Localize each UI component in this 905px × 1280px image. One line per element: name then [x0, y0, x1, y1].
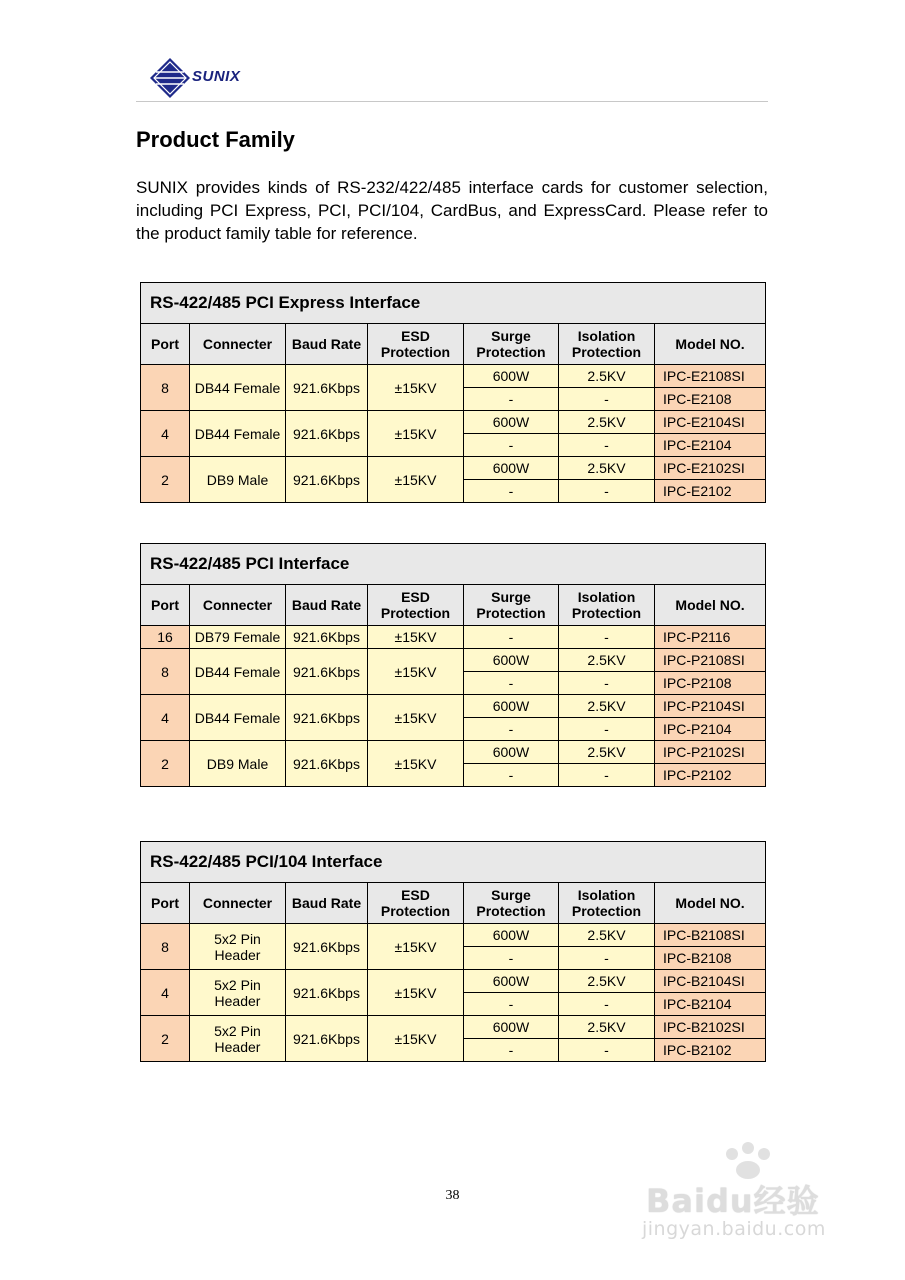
cell-isolation: - — [559, 434, 655, 457]
cell-surge: 600W — [464, 457, 559, 480]
cell-port: 4 — [141, 695, 190, 741]
cell-model: IPC-E2102SI — [655, 457, 766, 480]
cell-isolation: 2.5KV — [559, 924, 655, 947]
cell-surge: - — [464, 993, 559, 1016]
baidu-watermark — [640, 1140, 860, 1250]
column-header-surge: Surge Protection — [464, 883, 559, 924]
column-header-esd: ESD Protection — [368, 883, 464, 924]
cell-baud: 921.6Kbps — [286, 924, 368, 970]
column-header-baud: Baud Rate — [286, 585, 368, 626]
column-header-esd: ESD Protection — [368, 585, 464, 626]
table-title: RS-422/485 PCI Interface — [141, 544, 766, 585]
cell-surge: - — [464, 718, 559, 741]
table-row — [141, 365, 766, 388]
cell-port: 16 — [141, 626, 190, 649]
cell-model: IPC-B2104 — [655, 993, 766, 1016]
cell-baud: 921.6Kbps — [286, 649, 368, 695]
cell-port: 2 — [141, 741, 190, 787]
cell-surge: - — [464, 947, 559, 970]
table-row — [141, 1016, 766, 1039]
cell-esd: ±15KV — [368, 649, 464, 695]
cell-isolation: - — [559, 947, 655, 970]
spec-table — [140, 841, 766, 1062]
cell-isolation: 2.5KV — [559, 970, 655, 993]
cell-port: 2 — [141, 1016, 190, 1062]
cell-baud: 921.6Kbps — [286, 457, 368, 503]
column-header-baud: Baud Rate — [286, 883, 368, 924]
spec-table — [140, 282, 766, 503]
cell-baud: 921.6Kbps — [286, 741, 368, 787]
sunix-logo-icon — [148, 56, 192, 100]
cell-connector: DB9 Male — [190, 457, 286, 503]
cell-port: 8 — [141, 649, 190, 695]
cell-isolation: 2.5KV — [559, 457, 655, 480]
cell-surge: - — [464, 764, 559, 787]
cell-surge: 600W — [464, 695, 559, 718]
cell-esd: ±15KV — [368, 1016, 464, 1062]
cell-model: IPC-P2104SI — [655, 695, 766, 718]
cell-esd: ±15KV — [368, 411, 464, 457]
cell-isolation: 2.5KV — [559, 1016, 655, 1039]
table-row — [141, 411, 766, 434]
cell-surge: - — [464, 434, 559, 457]
column-header-isolation: Isolation Protection — [559, 585, 655, 626]
cell-model: IPC-P2108SI — [655, 649, 766, 672]
column-header-port: Port — [141, 883, 190, 924]
cell-isolation: - — [559, 993, 655, 1016]
cell-model: IPC-E2108SI — [655, 365, 766, 388]
column-header-surge: Surge Protection — [464, 585, 559, 626]
cell-isolation: 2.5KV — [559, 365, 655, 388]
column-header-connector: Connecter — [190, 324, 286, 365]
cell-surge: - — [464, 672, 559, 695]
cell-esd: ±15KV — [368, 365, 464, 411]
table-title: RS-422/485 PCI Express Interface — [141, 283, 766, 324]
logo-text: SUNIX — [192, 68, 241, 85]
cell-model: IPC-B2108SI — [655, 924, 766, 947]
table-row — [141, 741, 766, 764]
cell-model: IPC-B2102 — [655, 1039, 766, 1062]
cell-surge: 600W — [464, 970, 559, 993]
column-header-port: Port — [141, 585, 190, 626]
cell-connector: DB79 Female — [190, 626, 286, 649]
cell-surge: 600W — [464, 365, 559, 388]
page-number: 38 — [445, 1188, 460, 1203]
cell-connector: DB44 Female — [190, 695, 286, 741]
column-header-baud: Baud Rate — [286, 324, 368, 365]
column-header-surge: Surge Protection — [464, 324, 559, 365]
cell-baud: 921.6Kbps — [286, 695, 368, 741]
cell-connector: DB44 Female — [190, 411, 286, 457]
header-divider — [136, 101, 768, 102]
cell-surge: 600W — [464, 411, 559, 434]
cell-model: IPC-P2102SI — [655, 741, 766, 764]
cell-surge: 600W — [464, 741, 559, 764]
cell-esd: ±15KV — [368, 741, 464, 787]
column-header-isolation: Isolation Protection — [559, 324, 655, 365]
cell-isolation: - — [559, 388, 655, 411]
cell-model: IPC-P2108 — [655, 672, 766, 695]
cell-isolation: 2.5KV — [559, 695, 655, 718]
column-header-esd: ESD Protection — [368, 324, 464, 365]
cell-model: IPC-P2116 — [655, 626, 766, 649]
cell-esd: ±15KV — [368, 970, 464, 1016]
cell-surge: 600W — [464, 649, 559, 672]
cell-isolation: 2.5KV — [559, 741, 655, 764]
intro-paragraph: SUNIX provides kinds of RS-232/422/485 interface cards for customer selection, including PCI Express, PCI, PCI/104, CardBus, and ExpressCard. Please refer to the product family table for reference. — [136, 178, 768, 243]
cell-isolation: - — [559, 626, 655, 649]
cell-port: 2 — [141, 457, 190, 503]
column-header-model: Model NO. — [655, 324, 766, 365]
table-row — [141, 970, 766, 993]
table-row — [141, 649, 766, 672]
cell-model: IPC-E2102 — [655, 480, 766, 503]
cell-isolation: - — [559, 1039, 655, 1062]
column-header-port: Port — [141, 324, 190, 365]
page-title: Product Family — [136, 127, 295, 152]
table-title: RS-422/485 PCI/104 Interface — [141, 842, 766, 883]
table-row — [141, 695, 766, 718]
cell-surge: - — [464, 388, 559, 411]
cell-surge: 600W — [464, 1016, 559, 1039]
cell-esd: ±15KV — [368, 695, 464, 741]
cell-surge: - — [464, 1039, 559, 1062]
cell-esd: ±15KV — [368, 924, 464, 970]
cell-port: 4 — [141, 411, 190, 457]
cell-isolation: 2.5KV — [559, 649, 655, 672]
cell-connector: DB9 Male — [190, 741, 286, 787]
cell-baud: 921.6Kbps — [286, 411, 368, 457]
cell-isolation: - — [559, 672, 655, 695]
table-row — [141, 626, 766, 649]
watermark-url: jingyan.baidu.com — [642, 1218, 826, 1240]
cell-connector: DB44 Female — [190, 365, 286, 411]
cell-model: IPC-P2104 — [655, 718, 766, 741]
column-header-connector: Connecter — [190, 585, 286, 626]
cell-port: 4 — [141, 970, 190, 1016]
column-header-model: Model NO. — [655, 585, 766, 626]
cell-isolation: - — [559, 480, 655, 503]
cell-model: IPC-B2104SI — [655, 970, 766, 993]
column-header-model: Model NO. — [655, 883, 766, 924]
watermark-brand: Baidu经验 — [646, 1182, 820, 1220]
cell-surge: - — [464, 480, 559, 503]
cell-isolation: - — [559, 764, 655, 787]
column-header-isolation: Isolation Protection — [559, 883, 655, 924]
sunix-logo — [148, 56, 258, 100]
cell-model: IPC-P2102 — [655, 764, 766, 787]
cell-baud: 921.6Kbps — [286, 970, 368, 1016]
table-row — [141, 457, 766, 480]
spec-table — [140, 543, 766, 787]
cell-port: 8 — [141, 365, 190, 411]
table-row — [141, 924, 766, 947]
cell-model: IPC-E2104SI — [655, 411, 766, 434]
cell-model: IPC-B2108 — [655, 947, 766, 970]
cell-baud: 921.6Kbps — [286, 626, 368, 649]
cell-baud: 921.6Kbps — [286, 1016, 368, 1062]
cell-esd: ±15KV — [368, 626, 464, 649]
cell-connector: 5x2 Pin Header — [190, 1016, 286, 1062]
cell-model: IPC-B2102SI — [655, 1016, 766, 1039]
cell-esd: ±15KV — [368, 457, 464, 503]
cell-port: 8 — [141, 924, 190, 970]
cell-model: IPC-E2108 — [655, 388, 766, 411]
cell-surge: 600W — [464, 924, 559, 947]
cell-connector: 5x2 Pin Header — [190, 970, 286, 1016]
cell-isolation: - — [559, 718, 655, 741]
column-header-connector: Connecter — [190, 883, 286, 924]
cell-model: IPC-E2104 — [655, 434, 766, 457]
cell-surge: - — [464, 626, 559, 649]
cell-connector: 5x2 Pin Header — [190, 924, 286, 970]
cell-connector: DB44 Female — [190, 649, 286, 695]
cell-isolation: 2.5KV — [559, 411, 655, 434]
cell-baud: 921.6Kbps — [286, 365, 368, 411]
